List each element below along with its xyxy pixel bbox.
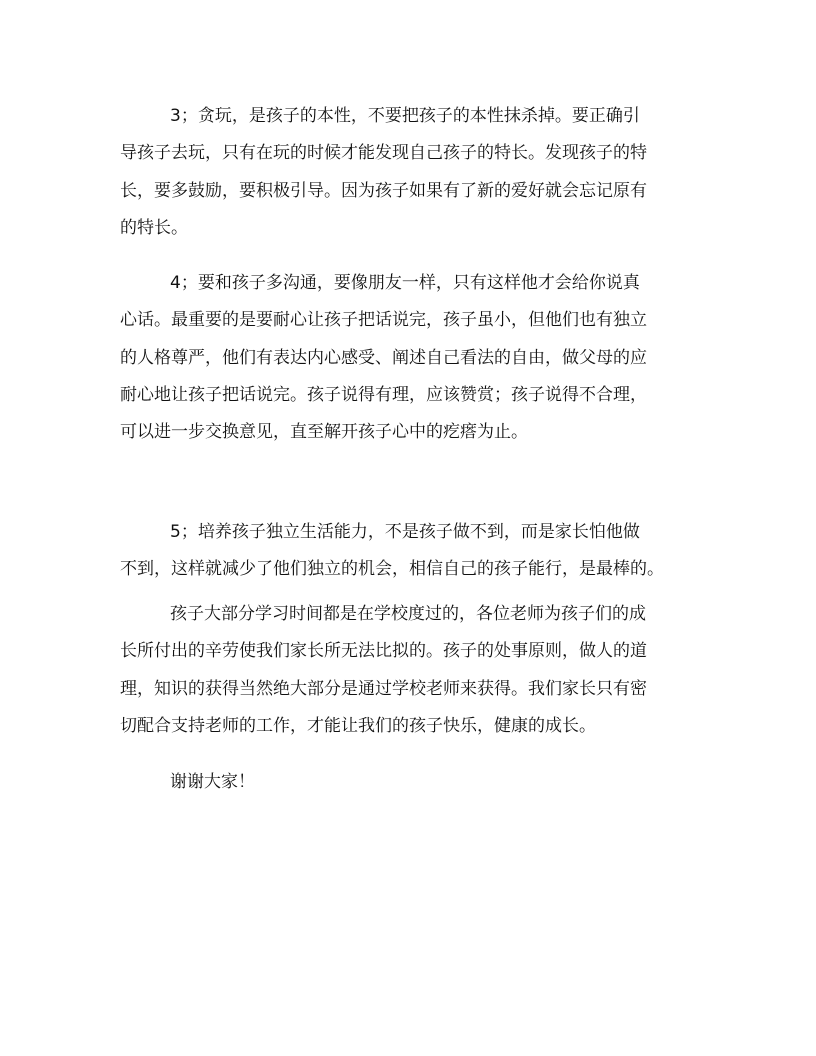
text-line: 切配合支持老师的工作，才能让我们的孩子快乐，健康的成长。	[120, 715, 596, 736]
text-line: 长所付出的辛劳使我们家长所无法比拟的。孩子的处事原则，做人的道	[120, 641, 647, 662]
text-line: 的特长。	[120, 217, 188, 238]
text-line: 不到，这样就减少了他们独立的机会，相信自己的孩子能行，是最棒的。	[120, 559, 664, 580]
text-line: 心话。最重要的是要耐心让孩子把话说完，孩子虽小，但他们也有独立	[120, 310, 647, 331]
paragraph-tip-3	[120, 98, 700, 247]
text-line: 的人格尊严，他们有表达内心感受、阐述自己看法的自由，做父母的应	[120, 347, 647, 368]
text-line: 5；培养孩子独立生活能力，不是孩子做不到，而是家长怕他做	[170, 522, 640, 542]
paragraph-tip-5	[120, 514, 700, 589]
text-line: 可以进一步交换意见，直至解开孩子心中的疙瘩为止。	[120, 422, 528, 443]
paragraph-tip-4	[120, 265, 700, 451]
text-line: 3；贪玩，是孩子的本性，不要把孩子的本性抹杀掉。要正确引	[170, 106, 640, 126]
text-line: 理，知识的获得当然绝大部分是通过学校老师来获得。我们家长只有密	[120, 678, 647, 699]
text-line: 长，要多鼓励，要积极引导。因为孩子如果有了新的爱好就会忘记原有	[120, 180, 647, 201]
paragraph-closing	[120, 764, 700, 801]
paragraph-school-teachers	[120, 596, 700, 745]
text-line: 导孩子去玩，只有在玩的时候才能发现自己孩子的特长。发现孩子的特	[120, 143, 647, 164]
closing-text: 谢谢大家！	[170, 772, 255, 792]
text-line: 耐心地让孩子把话说完。孩子说得有理，应该赞赏；孩子说得不合理，	[120, 384, 647, 405]
text-line: 孩子大部分学习时间都是在学校度过的，各位老师为孩子们的成	[170, 604, 646, 624]
text-line: 4；要和孩子多沟通，要像朋友一样，只有这样他才会给你说真	[170, 273, 640, 293]
